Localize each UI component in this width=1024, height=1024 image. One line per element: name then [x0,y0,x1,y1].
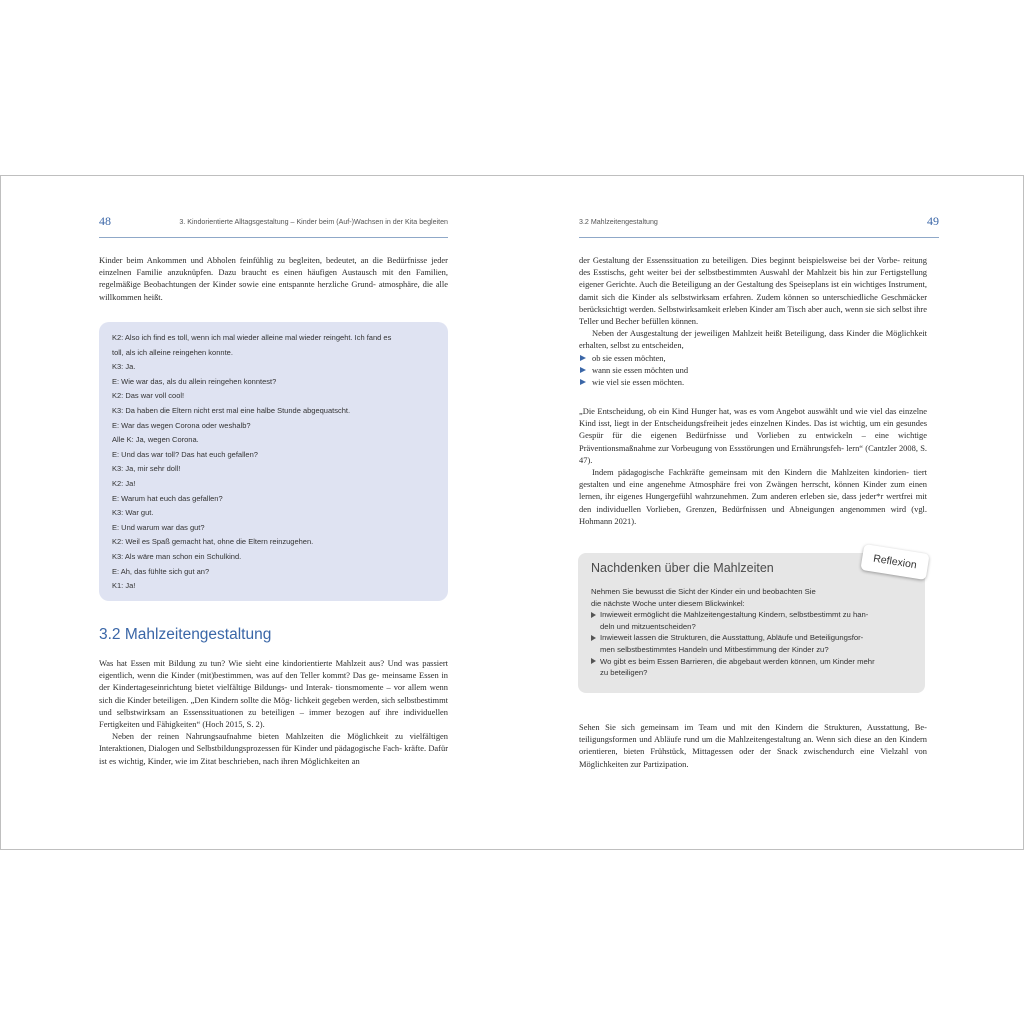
text-line: Neben der reinen Nahrungsaufnahme bieten Mahlzeiten die Möglichkeit zu vielfältigen [112,731,448,742]
dialog-box [99,322,448,601]
text-line: so unterschiedliche Geschmäcker berücksichtigt werden. Selbstwirksamkeit erleben Kinder [579,291,928,314]
book-spread [0,175,1024,850]
text-line: Vielzahl von Möglichkeiten zur Partizipation. [579,746,927,769]
header-rule [99,237,448,238]
dialog-line: K1: Ja! [112,581,136,591]
text-line: Inwieweit ermöglicht die Mahlzeitengestaltung Kindern, selbstbestimmt zu han- [600,610,869,620]
text-line: reitung des Esstischs, geht weiter bei der selbstbestimmten Auswahl der Mahlzeit bis hin zur [579,255,927,278]
text-line: angenommen wird (vgl. Hohmann 2021). [579,503,928,526]
text-line: kräfte. Dafür ist es wichtig, Kinder, wie im Zitat beschrieben, nach ihren Möglichkeiten an [99,743,449,766]
paragraph [579,254,927,327]
dialog-line: E: Und das war toll? Das hat euch gefallen? [112,449,258,459]
right-page-header [579,214,939,238]
reflexion-intro [591,586,913,609]
dialog-line: toll, als ich alleine reingehen konnte. [112,347,233,357]
dialog-line: K2: Das war voll cool! [112,391,185,401]
quote-paragraph [579,405,927,466]
text-line: Inwieweit lassen die Strukturen, die Ausstattung, Abläufe und Beteiligungsfor- [600,633,864,643]
text-line: der Gestaltung der Essenssituation zu beteiligen. Dies beginnt beispielsweise bei der Vorbe- [579,255,900,265]
bullet-list [579,352,927,389]
list-item [579,364,927,376]
text-line: passiert eigentlich, wenn die Kinder (mit)bestimmen, was auf den Teller kommt? Das ge- [99,658,448,681]
text-line: am Tisch aber auch, wenn sie sich selbst ihre Teller und Becher befüllen können. [579,303,927,327]
dialog-line: K3: Als wäre man schon ein Schulkind. [112,551,242,561]
dialog-line: E: Warum hat euch das gefallen? [112,493,223,503]
text-line: „Die Entscheidung, ob ein Kind Hunger hat, was es vom Angebot auswählt und wie viel das [579,406,897,416]
list-item-text: wie viel sie essen möchten. [592,377,685,388]
reflexion-title: Nachdenken über die Mahlzeiten [591,561,774,575]
dialog-line: Alle K: Ja, wegen Corona. [112,435,199,445]
right-running-header: 3.2 Mahlzeitengestaltung [579,218,658,226]
text-line: wichtige Präventionsmaßnahme zur Vorbeugung von Essstörungen und Ernährungsfeh- [579,430,927,453]
dialog-line: K2: Also ich find es toll, wenn ich mal wieder alleine mal wieder reingeht. Ich fand es [112,333,392,342]
paragraph [99,730,448,767]
list-item [591,609,913,632]
text-line: die nächste Woche unter diesem Blickwinkel: [591,598,745,608]
left-page-number: 48 [99,214,111,228]
text-line: Was hat Essen mit Bildung zu tun? Wie sieht eine kindorientierte Mahlzeit aus? Und was [99,658,419,668]
dialog-line: E: Wie war das, als du allein reingehen konntest? [112,376,277,386]
left-running-header: 3. Kindorientierte Alltagsgestaltung – Kinder beim (Auf-)Wachsen in der Kita begleiten [179,218,448,226]
triangle-bullet-icon [580,379,586,385]
text-line: Wo gibt es beim Essen Barrieren, die abgebaut werden können, um Kinder mehr [600,656,875,666]
text-line: um ein gesundes Gespür für die eigenen Bedürfnisse und Vorlieben zu entwickeln – eine [579,418,927,441]
dialog-line: K2: Ja! [112,478,136,488]
text-line: men selbstbestimmtes Handeln und Mitbestimmung der Kinder zu? [600,644,829,654]
text-line: ein wichtiges Instrument, damit sich die Kinder als selbstwirksam erfahren. Zudem können [579,279,928,302]
text-line: zum einen lernen, ihr eigenes Hungergefühl wahrzunehmen. Zum anderen erleben sie, dass [579,479,928,502]
triangle-bullet-icon [591,612,596,618]
paragraph [579,327,927,351]
text-line: beteiligen – immer bezogen auf ihre individuellen Fertigkeiten und Fähigkeiten“ (Hoch [99,706,449,730]
text-line: atmosphäre, die alle willkommen heißt. [99,279,448,302]
text-line: Fertigstellung eigener Gerichte. Auch die Beteiligung an der Gestaltung des Speiseplans ist [579,267,928,290]
text-line: meinsame Essen in der Kindertageseinrichtung bietet vielfältige Bildungs- und Interak- [99,670,449,693]
triangle-bullet-icon [580,367,586,373]
triangle-bullet-icon [591,658,596,664]
dialog-line: K2: Weil es Spaß gemacht hat, ohne die Eltern reinzugehen. [112,537,314,547]
left-page [1,176,512,849]
quote-block [579,405,927,527]
text-line: Kinder beim Ankommen und Abholen feinfühlig zu begleiten, bedeutet, an die Bedürfnisse [99,255,428,265]
text-line: teiligungsformen und Abläufe rund um die Mahlzeitengestaltung an. Wenn sich diese an [579,734,882,745]
text-line: Interaktionen, Dialogen und Selbstbildungsprozessen für Kinder und pädagogische Fach- [99,743,402,754]
text-line: einzelne Kind isst, liegt in der Entscheidungsfreiheit jedes einzelnen Kindes. Das ist wichtig, [579,406,928,429]
dialog-line: K3: Ja. [112,362,136,372]
right-body-top [579,254,927,388]
text-line: lichkeit gegeben werden, sich selbstbestimmt und selbstwirksam an Essenssituationen zu [99,694,449,717]
text-line: zu beteiligen? [600,668,648,678]
dialog-line: K3: War gut. [112,508,154,518]
text-line: jeder*r wertfrei mit den individuellen Vorlieben, Grenzen, Bedürfnissen und Abneigungen [579,491,928,514]
closing-paragraph [579,721,927,770]
paragraph [579,466,927,527]
dialog-line: E: Und warum war das gut? [112,522,205,532]
dialog-line: K3: Da haben die Eltern nicht erst mal eine halbe Stunde abgequatscht. [112,405,351,415]
dialog-line: E: Ah, das fühlte sich gut an? [112,566,210,576]
text-line: Familien, regelmäßige Beobachtungen der Kinder sowie eine entspannte herzliche Grund- [99,267,448,290]
text-line: tiert gestalten und eine angenehme Atmosphäre frei von Zwängen herrscht, können Kinder [579,467,928,490]
text-line: Möglichkeit erhalten, selbst zu entscheiden, [579,328,928,351]
paragraph [99,657,448,730]
triangle-bullet-icon [580,355,586,361]
dialog-line: K3: Ja, mir sehr doll! [112,464,181,474]
intro-paragraph [99,254,448,303]
reflexion-tag: Reflexion [860,544,929,580]
dialog-line: E: War das wegen Corona oder weshalb? [112,420,251,430]
text-line: 2015, S. 2). [225,719,265,730]
list-item [591,656,913,679]
reflexion-question-list [591,609,913,679]
right-page-number: 49 [927,214,939,228]
section-body [99,657,448,767]
list-item-text: wann sie essen möchten und [592,364,689,375]
triangle-bullet-icon [591,635,596,641]
text-line: Sehen Sie sich gemeinsam im Team und mit den Kindern die Strukturen, Ausstattung, Be- [579,722,927,732]
left-page-header [99,214,448,238]
header-rule [579,237,939,238]
text-line: den Kindern orientieren, bieten Frühstück, Mittagessen oder der Snack zwischendurch eine [579,734,927,757]
text-line: tionsmomente – vor allem wenn sich die Kinder beteiligen. „Den Kindern sollte die Mög- [99,682,448,705]
list-item-text: ob sie essen möchten, [592,352,666,363]
text-line: lern“ (Cantzler 2008, S. 47). [579,442,928,465]
text-line: jeder einzelnen Familie anzuknüpfen. Dazu braucht es einen häufigen Austausch mit den [99,255,448,278]
list-item [591,632,913,655]
reflexion-box [578,553,925,693]
list-item [579,376,927,388]
text-line: Nehmen Sie bewusst die Sicht der Kinder ein und beobachten Sie [591,587,816,596]
text-line: deln und mitzuentscheiden? [600,621,696,631]
text-line: Indem pädagogische Fachkräfte gemeinsam mit den Kindern die Mahlzeiten kindorien- [592,467,909,478]
section-heading: 3.2 Mahlzeitengestaltung [99,626,272,643]
reflexion-body [591,586,913,679]
list-item [579,352,927,364]
text-line: Neben der Ausgestaltung der jeweiligen Mahlzeit heißt Beteiligung, dass Kinder die [592,328,883,339]
